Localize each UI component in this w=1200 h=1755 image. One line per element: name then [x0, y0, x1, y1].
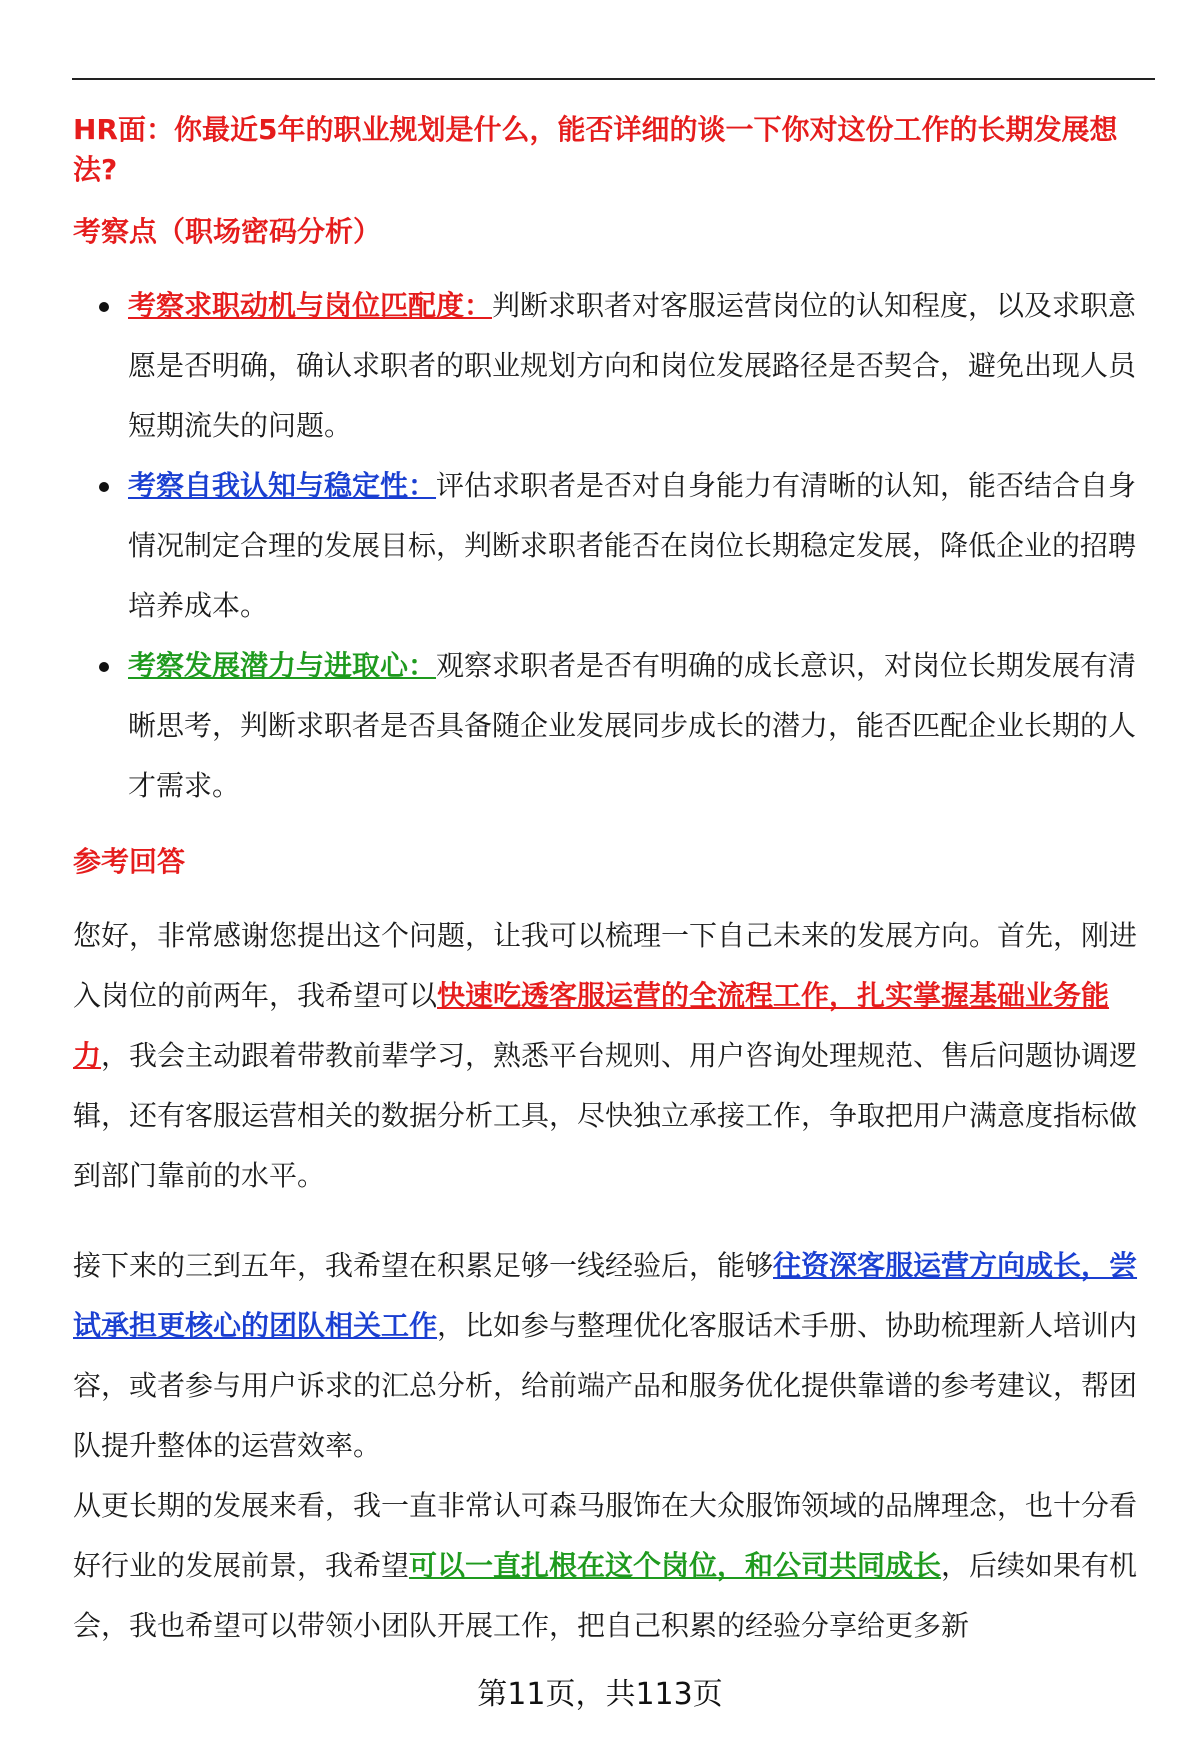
- question-heading: HR面：你最近5年的职业规划是什么，能否详细的谈一下你对这份工作的长期发展想法?: [73, 113, 1118, 186]
- bullet-icon: [99, 662, 109, 672]
- point-label: 考察发展潜力与进取心：: [128, 649, 437, 682]
- header-rule: [72, 78, 1155, 80]
- answer-text: 接下来的三到五年，我希望在积累足够一线经验后，能够: [73, 1249, 774, 1282]
- answer-highlight: 往资深客服运营方向成长，尝试承担更核心的团队相关工作: [73, 1249, 1138, 1342]
- assessment-point: [73, 456, 1153, 636]
- answer-paragraph: [73, 1236, 1153, 1476]
- answer-text: 您好，非常感谢您提出这个问题，让我可以梳理一下自己未来的发展方向。首先，刚进入岗位的前两年，我希望可以: [73, 919, 1138, 1012]
- answer-paragraph: [73, 906, 1153, 1206]
- answer-text: 从更长期的发展来看，我一直非常认可森马服饰在大众服饰领域的品牌理念，也十分看好行业的发展前景，我希望: [73, 1489, 1138, 1582]
- answer-paragraph: [73, 1476, 1153, 1656]
- assessment-point: [73, 636, 1153, 816]
- assessment-point: [73, 276, 1153, 456]
- answer-text: ，后续如果有机会，我也希望可以带领小团队开展工作，把自己积累的经验分享给更多新: [73, 1549, 1138, 1642]
- answer-text: ，我会主动跟着带教前辈学习，熟悉平台规则、用户咨询处理规范、售后问题协调逻辑，还有客服运营相关的数据分析工具，尽快独立承接工作，争取把用户满意度指标做到部门靠前的水平。: [73, 1039, 1138, 1192]
- point-text: 判断求职者对客服运营岗位的认知程度，以及求职意愿是否明确，确认求职者的职业规划方向和岗位发展路径是否契合，避免出现人员短期流失的问题。: [128, 289, 1137, 442]
- answer-text: ，比如参与整理优化客服话术手册、协助梳理新人培训内容，或者参与用户诉求的汇总分析，给前端产品和服务优化提供靠谱的参考建议，帮团队提升整体的运营效率。: [73, 1309, 1138, 1462]
- assessment-points-title: 考察点（职场密码分析）: [73, 215, 382, 248]
- bullet-icon: [99, 302, 109, 312]
- answer-highlight: 可以一直扎根在这个岗位，和公司共同成长: [409, 1549, 942, 1582]
- point-label: 考察求职动机与岗位匹配度：: [128, 289, 493, 322]
- point-text: 评估求职者是否对自身能力有清晰的认知，能否结合自身情况制定合理的发展目标，判断求职者能否在岗位长期稳定发展，降低企业的招聘培养成本。: [128, 469, 1137, 622]
- bullet-icon: [99, 482, 109, 492]
- point-text: 观察求职者是否有明确的成长意识，对岗位长期发展有清晰思考，判断求职者是否具备随企业发展同步成长的潜力，能否匹配企业长期的人才需求。: [128, 649, 1137, 802]
- page-number-footer: 第11页，共113页: [477, 1677, 723, 1712]
- page-content: [73, 110, 1153, 1656]
- assessment-points-list: [73, 276, 1153, 816]
- answer-highlight: 快速吃透客服运营的全流程工作，扎实掌握基础业务能力: [73, 979, 1110, 1072]
- reference-answer-title: 参考回答: [73, 845, 186, 878]
- point-label: 考察自我认知与稳定性：: [128, 469, 437, 502]
